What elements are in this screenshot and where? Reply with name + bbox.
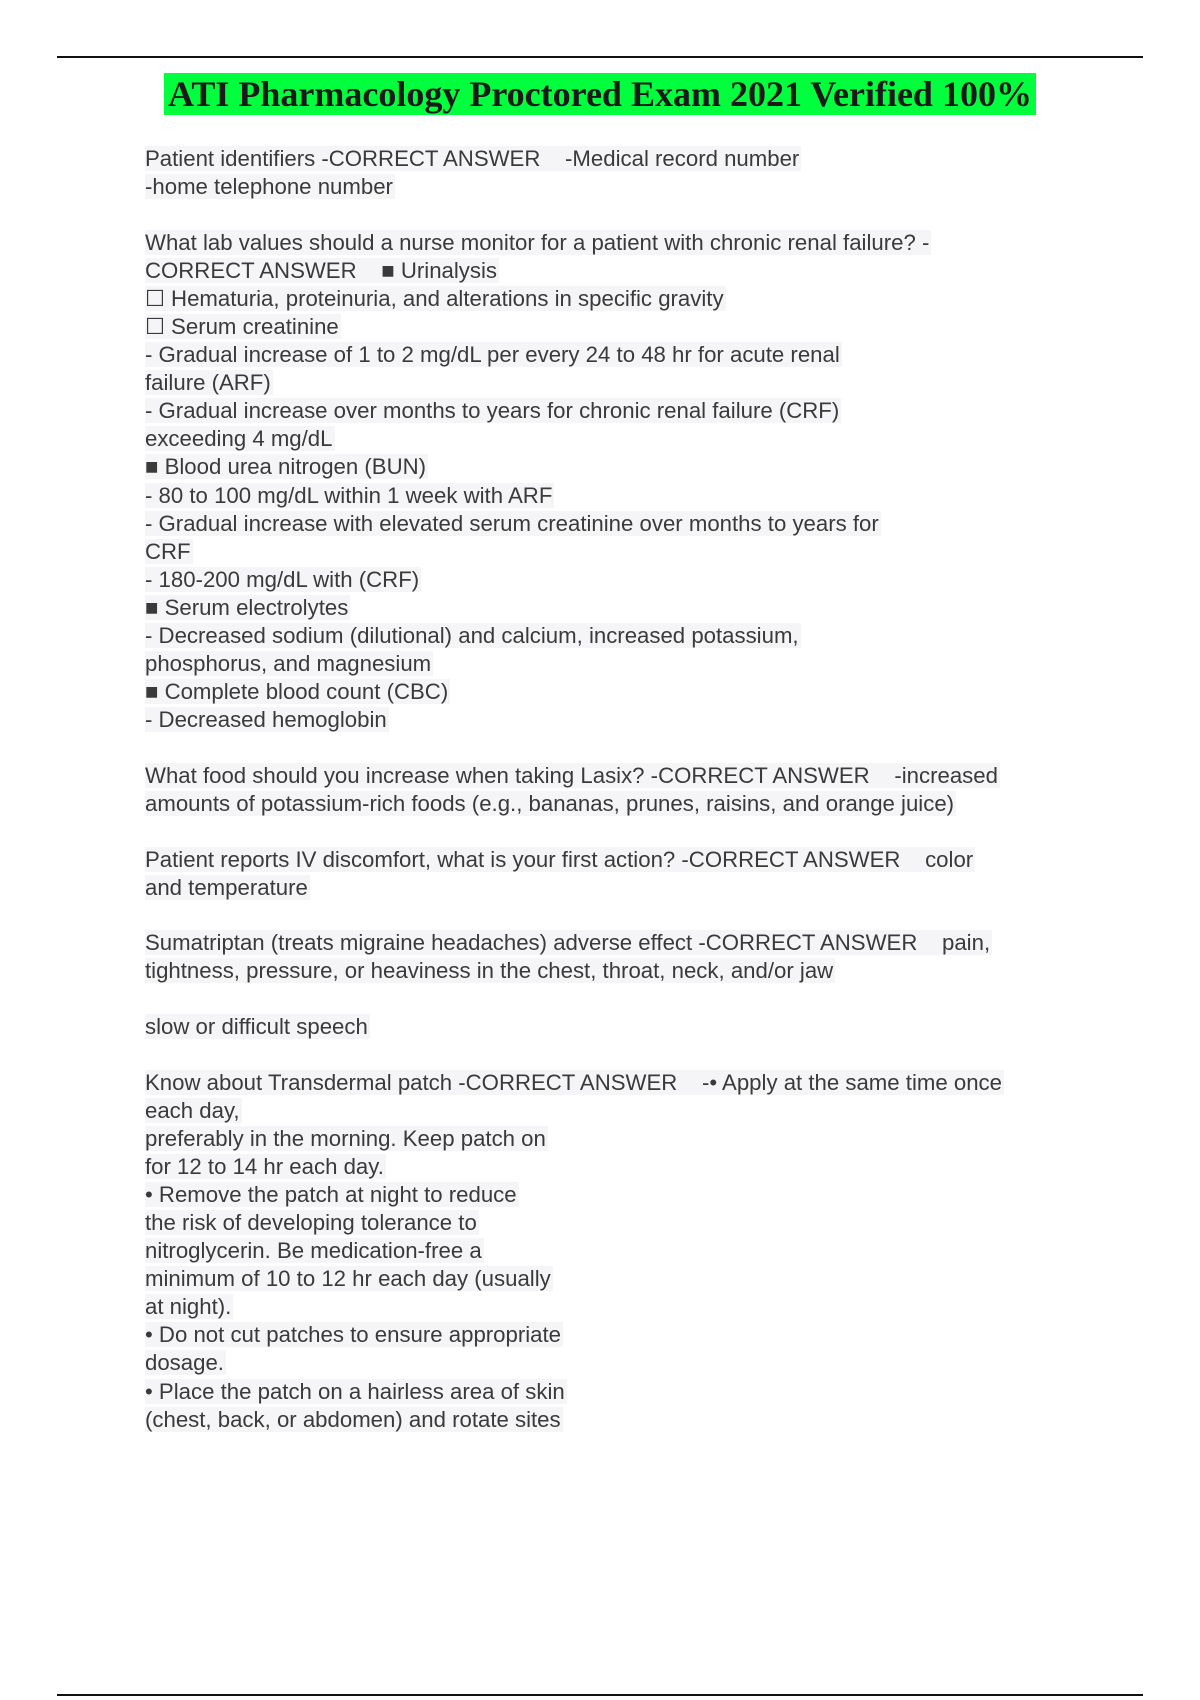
text-line — [145, 1349, 1145, 1377]
line-text: What lab values should a nurse monitor for a patient with chronic renal failure? - — [145, 229, 930, 255]
qa-block — [145, 145, 1145, 201]
bottom-rule — [57, 1694, 1143, 1696]
text-line — [145, 1321, 1145, 1349]
text-line — [145, 706, 1145, 734]
text-line — [145, 313, 1145, 341]
text-line — [145, 173, 1145, 201]
line-text: nitroglycerin. Be medication-free a — [145, 1238, 482, 1264]
line-text: - Gradual increase over months to years for chronic renal failure (CRF) — [145, 398, 840, 424]
line-text: dosage. — [145, 1350, 224, 1376]
text-line — [145, 1209, 1145, 1237]
text-line — [145, 145, 1145, 173]
qa-block — [145, 762, 1145, 818]
line-text: each day, — [145, 1097, 240, 1123]
line-text: tightness, pressure, or heaviness in the chest, throat, neck, and/or jaw — [145, 958, 834, 984]
text-line — [145, 1069, 1145, 1097]
line-text: - 180-200 mg/dL with (CRF) — [145, 566, 420, 592]
line-text: • Remove the patch at night to reduce — [145, 1181, 517, 1207]
line-text: ■ Complete blood count (CBC) — [145, 679, 449, 705]
document-body — [145, 145, 1145, 1461]
text-line — [145, 1265, 1145, 1293]
line-text: CRF — [145, 538, 191, 564]
text-line — [145, 453, 1145, 481]
line-text: - Decreased sodium (dilutional) and calcium, increased potassium, — [145, 623, 799, 648]
text-line — [145, 846, 1145, 874]
line-text: -home telephone number — [145, 174, 393, 200]
line-text: the risk of developing tolerance to — [145, 1210, 477, 1235]
line-text: failure (ARF) — [145, 370, 271, 396]
line-text: amounts of potassium-rich foods (e.g., bananas, prunes, raisins, and orange juice) — [145, 790, 955, 816]
text-line — [145, 1378, 1145, 1406]
line-text: slow or difficult speech — [145, 1013, 368, 1039]
text-line — [145, 762, 1145, 790]
line-text: at night). — [145, 1294, 232, 1320]
top-rule — [57, 56, 1143, 58]
line-text: ☐ Serum creatinine — [145, 313, 339, 339]
text-line — [145, 957, 1145, 985]
line-text: and temperature — [145, 874, 308, 900]
line-text: • Place the patch on a hairless area of skin — [145, 1378, 565, 1404]
text-line — [145, 650, 1145, 678]
text-line — [145, 1013, 1145, 1041]
line-text: - Decreased hemoglobin — [145, 707, 387, 733]
line-text: Know about Transdermal patch -CORRECT ANSWER -• Apply at the same time once — [145, 1069, 1002, 1095]
qa-block — [145, 229, 1145, 734]
text-line — [145, 1181, 1145, 1209]
line-text: ■ Blood urea nitrogen (BUN) — [145, 454, 427, 480]
text-line — [145, 341, 1145, 369]
text-line — [145, 678, 1145, 706]
line-text: ■ Serum electrolytes — [145, 594, 349, 620]
text-line — [145, 510, 1145, 538]
line-text: CORRECT ANSWER ■ Urinalysis — [145, 257, 498, 283]
page-title: ATI Pharmacology Proctored Exam 2021 Verified 100% — [164, 73, 1036, 115]
text-line — [145, 229, 1145, 257]
line-text: ☐ Hematuria, proteinuria, and alterations in specific gravity — [145, 285, 724, 311]
line-text: Patient identifiers -CORRECT ANSWER -Medical record number — [145, 146, 800, 171]
qa-block — [145, 1069, 1145, 1434]
qa-block — [145, 929, 1145, 985]
line-text: preferably in the morning. Keep patch on — [145, 1125, 546, 1151]
line-text: - 80 to 100 mg/dL within 1 week with ARF — [145, 482, 553, 508]
text-line — [145, 790, 1145, 818]
text-line — [145, 425, 1145, 453]
line-text: phosphorus, and magnesium — [145, 651, 432, 677]
line-text: minimum of 10 to 12 hr each day (usually — [145, 1266, 551, 1292]
line-text: - Gradual increase with elevated serum creatinine over months to years for — [145, 510, 879, 536]
text-line — [145, 594, 1145, 622]
line-text: Sumatriptan (treats migraine headaches) adverse effect -CORRECT ANSWER pain, — [145, 930, 991, 956]
text-line — [145, 1237, 1145, 1265]
text-line — [145, 1153, 1145, 1181]
text-line — [145, 397, 1145, 425]
line-text: exceeding 4 mg/dL — [145, 426, 333, 452]
text-line — [145, 874, 1145, 902]
text-line — [145, 1293, 1145, 1321]
text-line — [145, 566, 1145, 594]
text-line — [145, 1406, 1145, 1434]
qa-block — [145, 1013, 1145, 1041]
text-line — [145, 622, 1145, 650]
text-line — [145, 538, 1145, 566]
text-line — [145, 1097, 1145, 1125]
title-container — [0, 73, 1200, 115]
line-text: Patient reports IV discomfort, what is your first action? -CORRECT ANSWER color — [145, 846, 974, 872]
qa-block — [145, 846, 1145, 902]
line-text: for 12 to 14 hr each day. — [145, 1153, 384, 1179]
line-text: - Gradual increase of 1 to 2 mg/dL per every 24 to 48 hr for acute renal — [145, 342, 840, 368]
line-text: • Do not cut patches to ensure appropriate — [145, 1322, 562, 1348]
text-line — [145, 1125, 1145, 1153]
text-line — [145, 482, 1145, 510]
text-line — [145, 369, 1145, 397]
text-line — [145, 929, 1145, 957]
line-text: (chest, back, or abdomen) and rotate sites — [145, 1406, 561, 1432]
line-text: What food should you increase when taking Lasix? -CORRECT ANSWER -increased — [145, 762, 998, 788]
text-line — [145, 285, 1145, 313]
text-line — [145, 257, 1145, 285]
